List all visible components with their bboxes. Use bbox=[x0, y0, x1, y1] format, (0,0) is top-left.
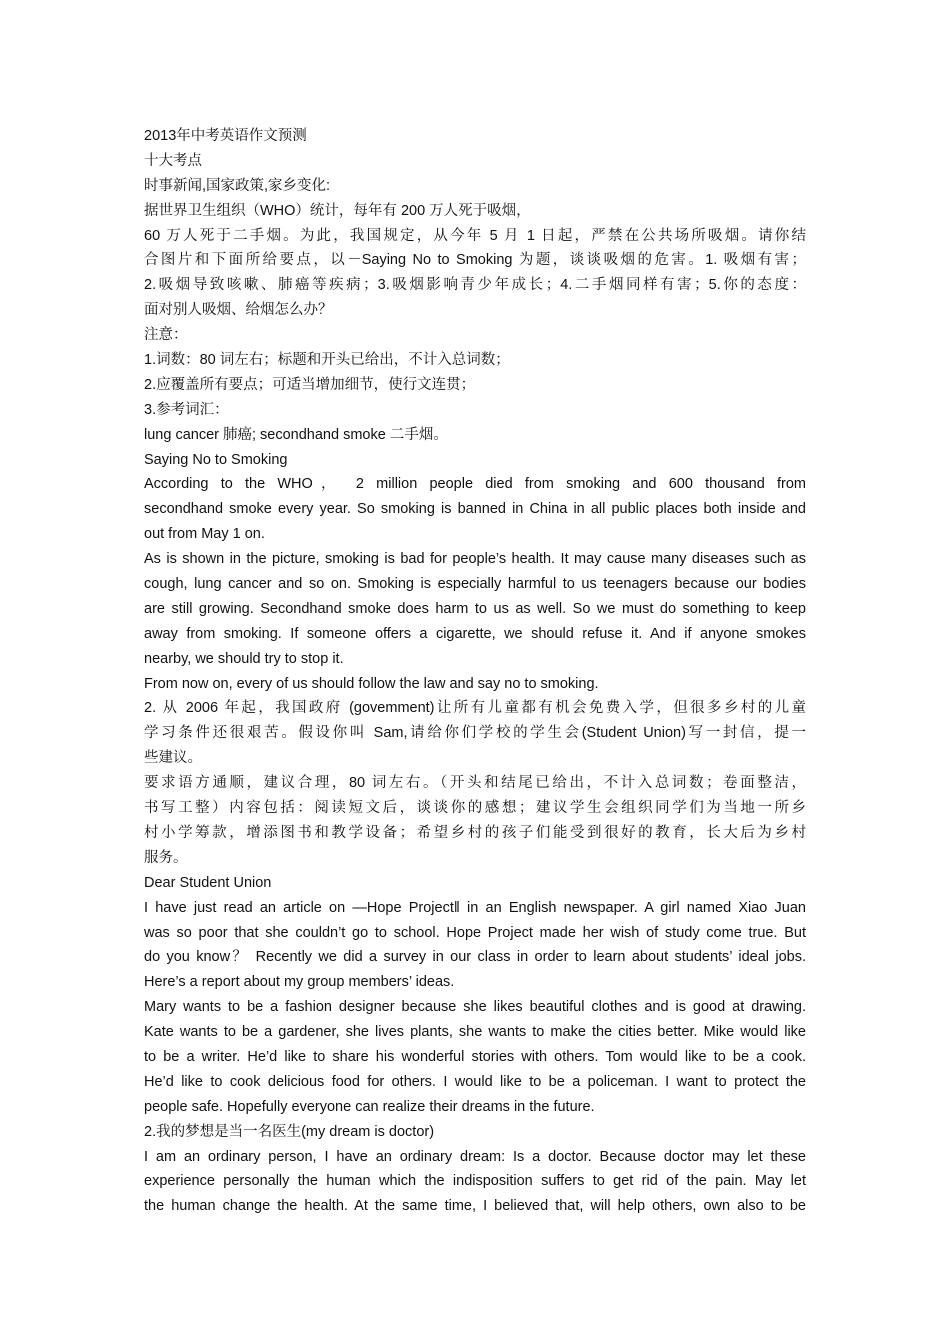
text-line: away from smoking. If someone offers a cigarette, we should refuse it. And if anyone smokes bbox=[144, 625, 806, 642]
text-line: to be a writer. He’d like to share his wonderful stories with others. Tom would like to be a cook. bbox=[144, 1048, 806, 1065]
text-line: Here’s a report about my group members’ ideas. bbox=[144, 974, 455, 991]
document-body bbox=[144, 124, 806, 1219]
essay-title: Saying No to Smoking bbox=[144, 451, 288, 468]
text-line: 2. 从 2006 年起，我国政府 (govemment)让所有儿童都有机会免费入学，但很多乡村的儿童 bbox=[144, 700, 806, 717]
text-line: was so poor that she couldn’t go to school. Hope Project made her wish of study come true. But bbox=[144, 924, 806, 941]
text-line: I am an ordinary person, I have an ordinary dream: Is a doctor. Because doctor may let these bbox=[144, 1148, 806, 1165]
text-line: He’d like to cook delicious food for others. I would like to be a policeman. I want to protect the bbox=[144, 1073, 806, 1090]
text-line: people safe. Hopefully everyone can realize their dreams in the future. bbox=[144, 1098, 595, 1115]
text-line: 2.应覆盖所有要点；可适当增加细节，使行文连贯； bbox=[144, 376, 476, 393]
text-line: out from May 1 on. bbox=[144, 526, 265, 543]
text-line: experience personally the human which the indisposition suffers to get rid of the pain. May let bbox=[144, 1173, 806, 1190]
text-line: 据世界卫生组织（WHO）统计，每年有 200 万人死于吸烟， bbox=[144, 202, 531, 219]
text-line: 些建议。 bbox=[144, 750, 202, 767]
section-heading: 2.我的梦想是当一名医生(my dream is doctor) bbox=[144, 1123, 435, 1140]
text-line: secondhand smoke every year. So smoking is banned in China in all public places both inside and bbox=[144, 501, 806, 518]
text-line: 服务。 bbox=[144, 849, 188, 866]
doc-subtitle: 十大考点 bbox=[144, 152, 202, 169]
text-line: cough, lung cancer and so on. Smoking is especially harmful to us teenagers because our bodies bbox=[144, 576, 806, 593]
text-line: the human change the health. At the same time, I believed that, will help others, own also to be bbox=[144, 1198, 806, 1215]
text-line: 书写工整）内容包括：阅读短文后，谈谈你的感想；建议学生会组织同学们为当地一所乡 bbox=[144, 800, 806, 817]
text-line: 1.词数：80 词左右；标题和开头已给出，不计入总词数； bbox=[144, 352, 510, 369]
text-line: Kate wants to be a gardener, she lives plants, she wants to make the cities better. Mike would like bbox=[144, 1024, 806, 1041]
text-line: 村小学筹款，增添图书和教学设备；希望乡村的孩子们能受到很好的教育，长大后为乡村 bbox=[144, 824, 806, 841]
text-line: 要求语方通顺，建议合理，80 词左右。（开头和结尾已给出，不计入总词数；卷面整洁， bbox=[144, 775, 806, 792]
text-line: Mary wants to be a fashion designer because she likes beautiful clothes and is good at drawing. bbox=[144, 999, 806, 1016]
doc-title: 2013年中考英语作文预测 bbox=[144, 128, 307, 144]
letter-greeting: Dear Student Union bbox=[144, 874, 272, 891]
text-line: 60 万人死于二手烟。为此，我国规定，从今年 5 月 1 日起，严禁在公共场所吸烟。请你结 bbox=[144, 227, 806, 244]
text-line: nearby, we should try to stop it. bbox=[144, 650, 344, 667]
text-line: 合图片和下面所给要点，以－Saying No to Smoking 为题，谈谈吸烟的危害。1. 吸烟有害； bbox=[144, 252, 806, 269]
text-line: 面对别人吸烟、给烟怎么办？ bbox=[144, 302, 333, 319]
text-line: do you know？ Recently we did a survey in our class in order to learn about students’ ideal jobs. bbox=[144, 949, 806, 966]
text-line: 3.参考词汇： bbox=[144, 401, 229, 418]
text-line: As is shown in the picture, smoking is bad for people’s health. It may cause many diseases such as bbox=[144, 551, 806, 568]
topic-heading: 时事新闻,国家政策,家乡变化: bbox=[144, 177, 331, 194]
notes-heading: 注意： bbox=[144, 327, 188, 344]
text-line: lung cancer 肺癌; secondhand smoke 二手烟。 bbox=[144, 426, 448, 443]
text-line: 2.吸烟导致咳嗽、肺癌等疾病；3.吸烟影响青少年成长；4.二手烟同样有害；5.你的态度： bbox=[144, 277, 806, 294]
text-line: According to the WHO， 2 million people died from smoking and 600 thousand from bbox=[144, 476, 806, 493]
text-line: From now on, every of us should follow the law and say no to smoking. bbox=[144, 675, 599, 692]
text-line: I have just read an article on ―Hope Project‖ in an English newspaper. A girl named Xiao Juan bbox=[144, 899, 806, 916]
text-line: 学习条件还很艰苦。假设你叫 Sam,请给你们学校的学生会(Student Union)写一封信，提一 bbox=[144, 725, 806, 742]
text-line: are still growing. Secondhand smoke does harm to us as well. So we must do something to keep bbox=[144, 600, 806, 617]
